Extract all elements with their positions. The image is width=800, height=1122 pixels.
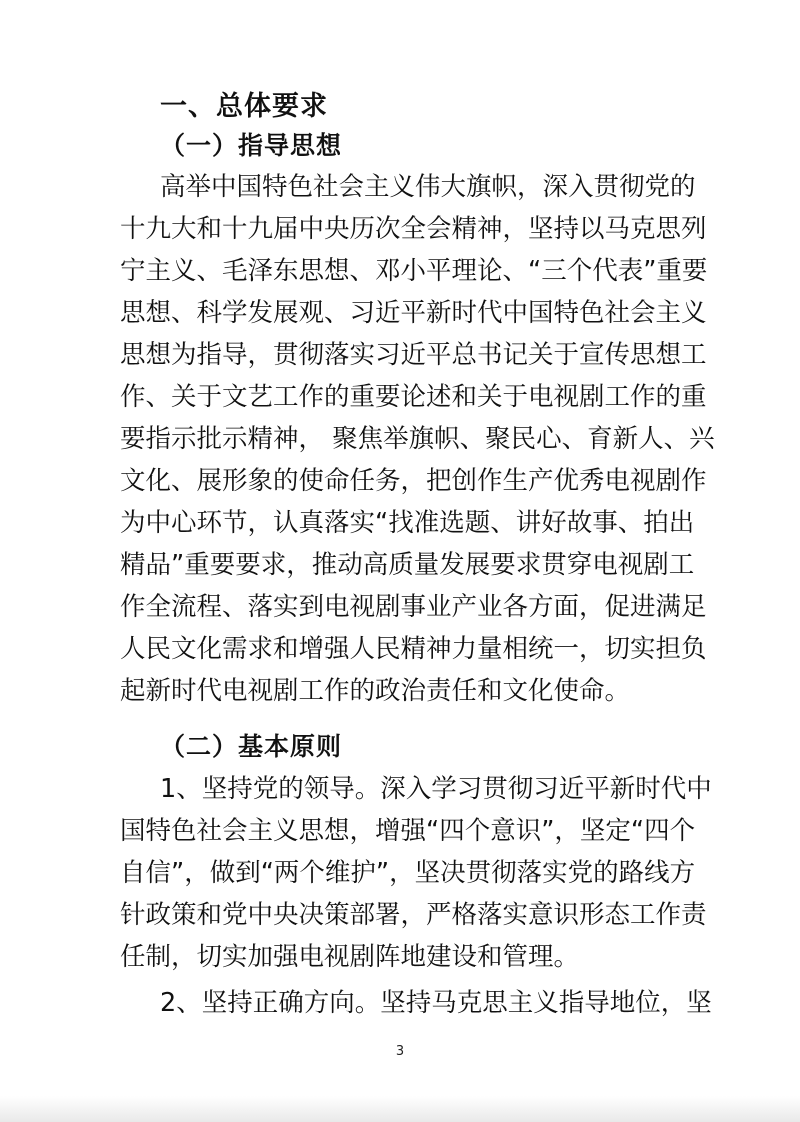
paragraph-line: 人民文化需求和增强人民精神力量相统一，切实担负: [120, 634, 707, 664]
paragraph-line: 十九大和十九届中央历次全会精神，坚持以马克思列: [120, 214, 707, 244]
page-number: 3: [395, 1044, 405, 1059]
page-bottom-shadow: [0, 1096, 800, 1122]
paragraph-line: 自信”，做到“两个维护”，坚决贯彻落实党的路线方: [120, 858, 696, 888]
subsection-title-guiding-ideology: （一）指导思想: [160, 131, 343, 160]
paragraph-line: 任制，切实加强电视剧阵地建设和管理。: [120, 942, 580, 972]
paragraph-line: 要指示批示精神， 聚焦举旗帜、聚民心、育新人、兴: [120, 424, 715, 454]
paragraph-line: 高举中国特色社会主义伟大旗帜，深入贯彻党的: [160, 172, 696, 202]
paragraph-line: 国特色社会主义思想，增强“四个意识”，坚定“四个: [120, 816, 696, 846]
paragraph-line: 为中心环节，认真落实“找准选题、讲好故事、拍出: [120, 508, 695, 538]
paragraph-line: 思想、科学发展观、习近平新时代中国特色社会主义: [120, 298, 707, 328]
paragraph-line: 作、关于文艺工作的重要论述和关于电视剧工作的重: [120, 382, 707, 412]
paragraph-line: 起新时代电视剧工作的政治责任和文化使命。: [120, 676, 631, 706]
paragraph-line: 作全流程、落实到电视剧事业产业各方面，促进满足: [120, 592, 707, 622]
paragraph-line: 宁主义、毛泽东思想、邓小平理论、“三个代表”重要: [120, 256, 708, 286]
paragraph-line: 2、坚持正确方向。坚持马克思主义指导地位，坚: [160, 988, 712, 1018]
subsection-title-basic-principles: （二）基本原则: [160, 732, 343, 761]
section-title: 一、总体要求: [160, 91, 328, 122]
paragraph-line: 思想为指导，贯彻落实习近平总书记关于宣传思想工: [120, 340, 707, 370]
paragraph-line: 文化、展形象的使命任务，把创作生产优秀电视剧作: [120, 466, 707, 496]
paragraph-line: 1、坚持党的领导。深入学习贯彻习近平新时代中: [160, 774, 712, 804]
paragraph-line: 精品”重要要求，推动高质量发展要求贯穿电视剧工: [120, 550, 695, 580]
paragraph-line: 针政策和党中央决策部署，严格落实意识形态工作责: [120, 900, 707, 930]
